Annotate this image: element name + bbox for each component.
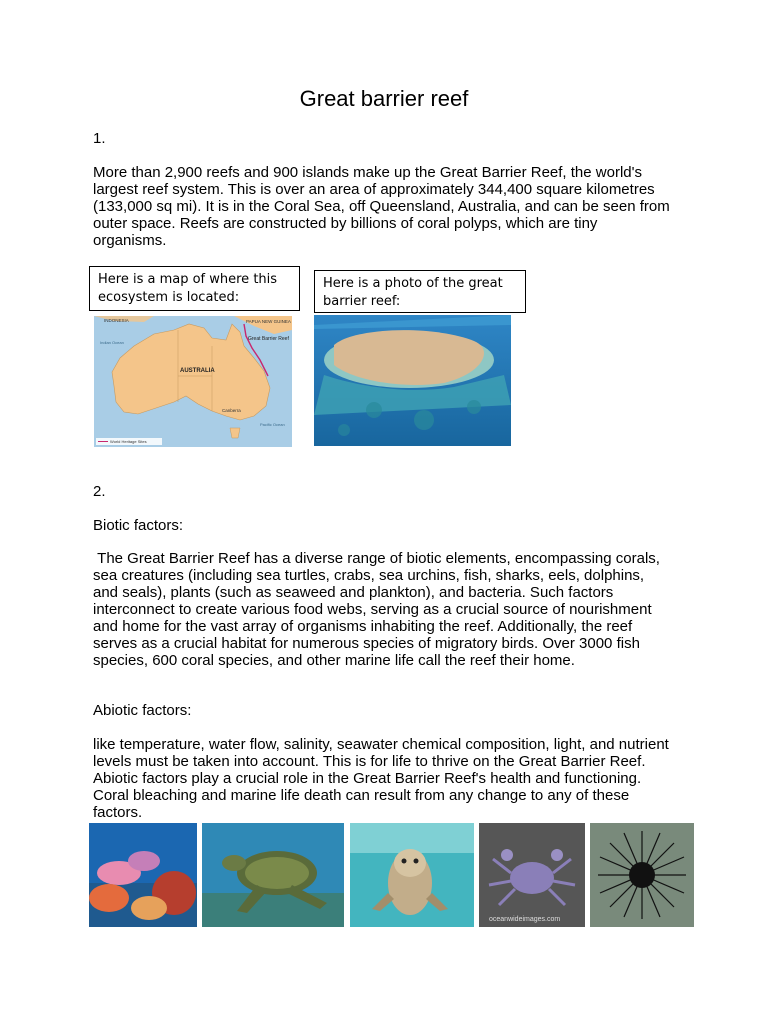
photo-caption: Here is a photo of the great barrier reef:: [314, 270, 526, 313]
section-2-number: 2.: [93, 483, 106, 500]
page-title: Great barrier reef: [299, 86, 469, 111]
abiotic-heading: Abiotic factors:: [93, 702, 192, 719]
sea-urchin-photo: [590, 823, 694, 927]
map-label-indian-ocean: Indian Ocean: [100, 340, 124, 345]
crab-photo: [479, 823, 585, 927]
sea-lion-photo: [350, 823, 474, 927]
reef-aerial-photo: [314, 315, 511, 446]
biotic-heading: Biotic factors:: [93, 517, 184, 534]
sea-turtle-photo: [202, 823, 344, 927]
section-1-number: 1.: [93, 130, 106, 147]
australia-map: [94, 316, 292, 447]
map-legend-label: World Heritage Sites: [110, 439, 147, 444]
biotic-paragraph: The Great Barrier Reef has a diverse range of biotic elements, encompassing corals, sea creatures (including sea turtles, crabs, sea urchins, fish, sharks, eels, dolphins, and seals), plants (such as seaweed and plankton), and bacteria. Such factors interconnect to create various food webs, serving as a crucial source of nourishment and home for the vast array of organisms inhabiting the reef. Additionally, the reef serves as a crucial habitat for numerous species of migratory birds. Over 3000 fish species, 600 coral species, and other marine life call the reef their home.: [93, 550, 665, 669]
photo-watermark: oceanwideimages.com: [489, 916, 561, 923]
coral-photo: [89, 823, 197, 927]
map-caption: Here is a map of where this ecosystem is located:: [89, 266, 300, 311]
map-label-pacific: Pacific Ocean: [260, 422, 285, 427]
abiotic-paragraph: like temperature, water flow, salinity, seawater chemical composition, light, and nutrient levels must be taken into account. This is for life to thrive on the Great Barrier Reef. Abiotic factors play a crucial role in the Great Barrier Reef's health and functioning. Coral bleaching and marine life death can result from any change to any of these factors.: [93, 736, 669, 821]
map-label-reef: Great Barrier Reef: [248, 336, 289, 342]
map-label-canberra: Canberra: [222, 408, 241, 413]
map-label-papua: PAPUA NEW GUINEA: [246, 319, 291, 324]
section-1-paragraph: More than 2,900 reefs and 900 islands make up the Great Barrier Reef, the world's largest reef system. This is over an area of approximately 344,400 square kilometres (133,000 sq mi). It is in the Coral Sea, off Queensland, Australia, and can be seen from outer space. Reefs are constructed by billions of coral polyps, which are tiny organisms.: [93, 164, 670, 249]
map-label-indonesia: INDONESIA: [104, 318, 129, 323]
map-label-australia: AUSTRALIA: [180, 368, 215, 374]
